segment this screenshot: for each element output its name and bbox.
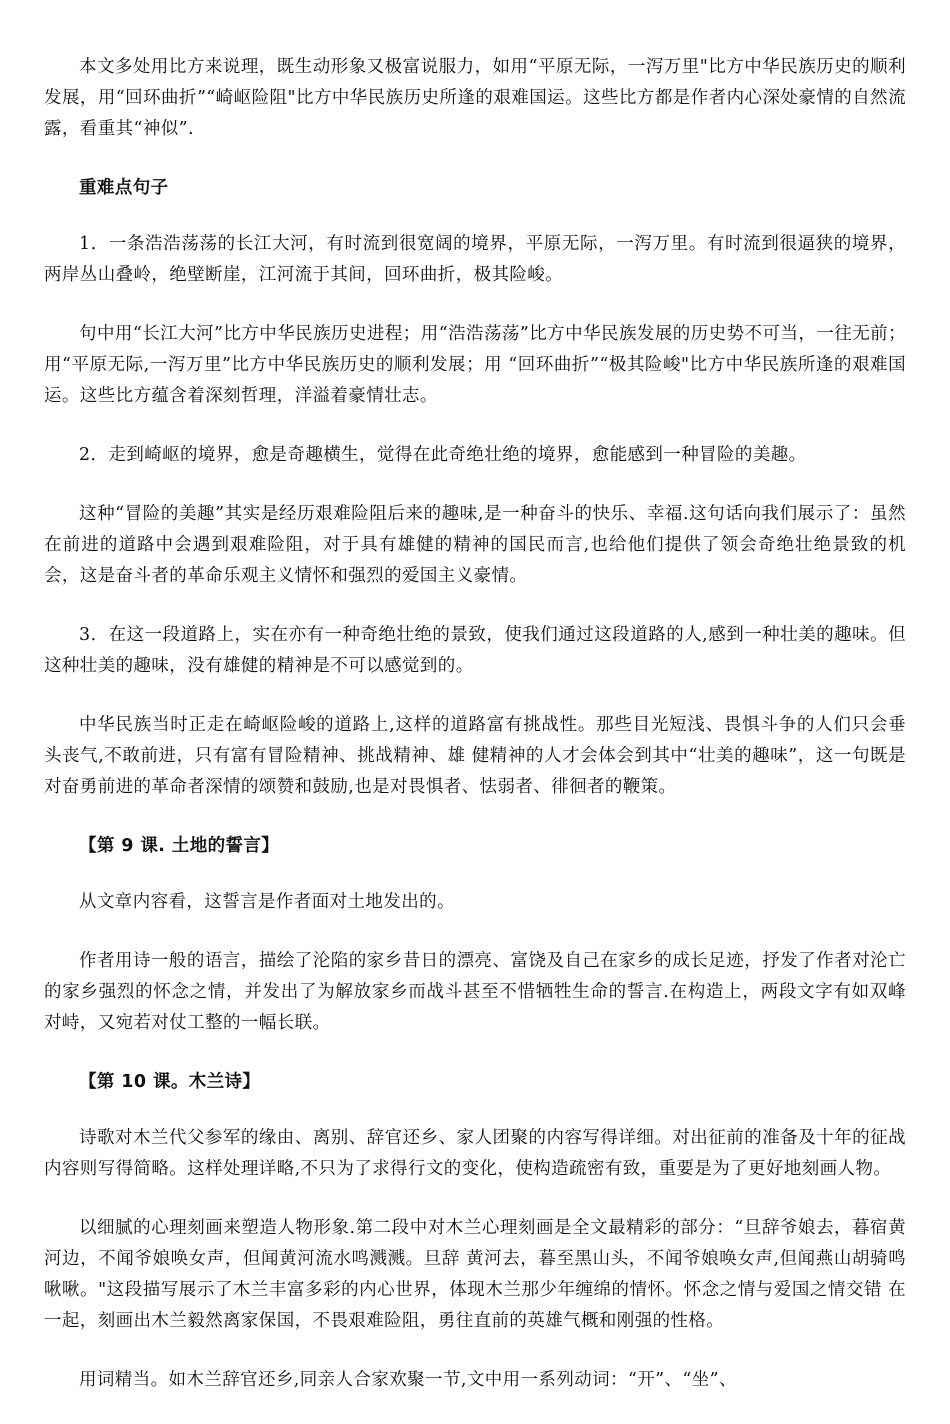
paragraph-sentence-3: 3．在这一段道路上，实在亦有一种奇绝壮绝的景致，使我们通过这段道路的人,感到一种壮美的趣味。但这种壮美的趣味，没有雄健的精神是不可以感觉到的。 bbox=[44, 625, 906, 676]
paragraph-sentence-1-analysis: 句中用“长江大河”比方中华民族历史进程；用“浩浩荡荡”比方中华民族发展的历史势不可当，一往无前；用“平原无际,一泻万里”比方中华民族历史的顺利发展；用 “回环曲折”“极其险峻"比方中华民族所逢的艰难国运。这些比方蕴含着深刻哲理，洋溢着豪情壮志。 bbox=[44, 324, 906, 406]
lesson-heading-10: 【第 10 课。木兰诗】 bbox=[79, 1072, 261, 1092]
lesson-heading-9: 【第 9 课. 土地的誓言】 bbox=[79, 836, 280, 856]
paragraph-sentence-2-analysis: 这种“冒险的美趣”其实是经历艰难险阻后来的趣味,是一种奋斗的快乐、幸福.这句话向我们展示了：虽然在前进的道路中会遇到艰难险阻，对于具有雄健的精神的国民而言,也给他们提供了领会奇绝壮绝景致的机会，这是奋斗者的革命乐观主义情怀和强烈的爱国主义豪情。 bbox=[44, 504, 906, 586]
paragraph-lesson-10-structure: 诗歌对木兰代父参军的缘由、离别、辞官还乡、家人团聚的内容写得详细。对出征前的准备及十年的征战内容则写得简略。这样处理详略,不只为了求得行文的变化，使构造疏密有致，重要是为了更好地刻画人物。 bbox=[44, 1128, 906, 1179]
paragraph-sentence-3-analysis: 中华民族当时正走在崎岖险峻的道路上,这样的道路富有挑战性。那些目光短浅、畏惧斗争的人们只会垂头丧气,不敢前进，只有富有冒险精神、挑战精神、雄 健精神的人才会体会到其中“壮美的趣味”，这一句既是对奋勇前进的革命者深情的颂赞和鼓励,也是对畏惧者、怯弱者、徘徊者的鞭策。 bbox=[44, 715, 906, 797]
paragraph-lesson-9-oath: 从文章内容看，这誓言是作者面对土地发出的。 bbox=[79, 892, 455, 912]
paragraph-lesson-10-wording: 用词精当。如木兰辞官还乡,同亲人合家欢聚一节,文中用一系列动词：“开”、“坐”、 bbox=[79, 1370, 737, 1390]
paragraph-sentence-2: 2．走到崎岖的境界，愈是奇趣横生，觉得在此奇绝壮绝的境界，愈能感到一种冒险的美趣。 bbox=[79, 445, 807, 465]
paragraph-sentence-1: 1．一条浩浩荡荡的长江大河，有时流到很宽阔的境界，平原无际，一泻万里。有时流到很逼狭的境界，两岸丛山叠岭，绝壁断崖，江河流于其间，回环曲折，极其险峻。 bbox=[44, 234, 906, 285]
paragraph-lesson-9-analysis: 作者用诗一般的语言，描绘了沦陷的家乡昔日的漂亮、富饶及自己在家乡的成长足迹，抒发了作者对沦亡的家乡强烈的怀念之情，并发出了为解放家乡而战斗甚至不惜牺牲生命的誓言.在构造上，两段文字有如双峰对峙，又宛若对仗工整的一幅长联。 bbox=[44, 951, 906, 1033]
document-page bbox=[44, 52, 906, 1424]
paragraph-lesson-10-psychology: 以细腻的心理刻画来塑造人物形象.第二段中对木兰心理刻画是全文最精彩的部分：“旦辞爷娘去，暮宿黄河边，不闻爷娘唤女声，但闻黄河流水鸣溅溅。旦辞 黄河去，暮至黑山头，不闻爷娘唤女声,但闻燕山胡骑鸣啾啾。"这段描写展示了木兰丰富多彩的内心世界，体现木兰那少年缠绵的情怀。怀念之情与爱国之情交错 在一起，刻画出木兰毅然离家保国，不畏艰难险阻，勇往直前的英雄气概和刚强的性格。 bbox=[44, 1218, 906, 1331]
paragraph-metaphor-summary: 本文多处用比方来说理，既生动形象又极富说服力，如用“平原无际，一泻万里"比方中华民族历史的顺利发展，用“回环曲折”“崎岖险阻"比方中华民族历史所逢的艰难国运。这些比方都是作者内心深处豪情的自然流露，看重其“神似”. bbox=[44, 57, 906, 139]
section-heading-key-sentences: 重难点句子 bbox=[79, 178, 169, 198]
